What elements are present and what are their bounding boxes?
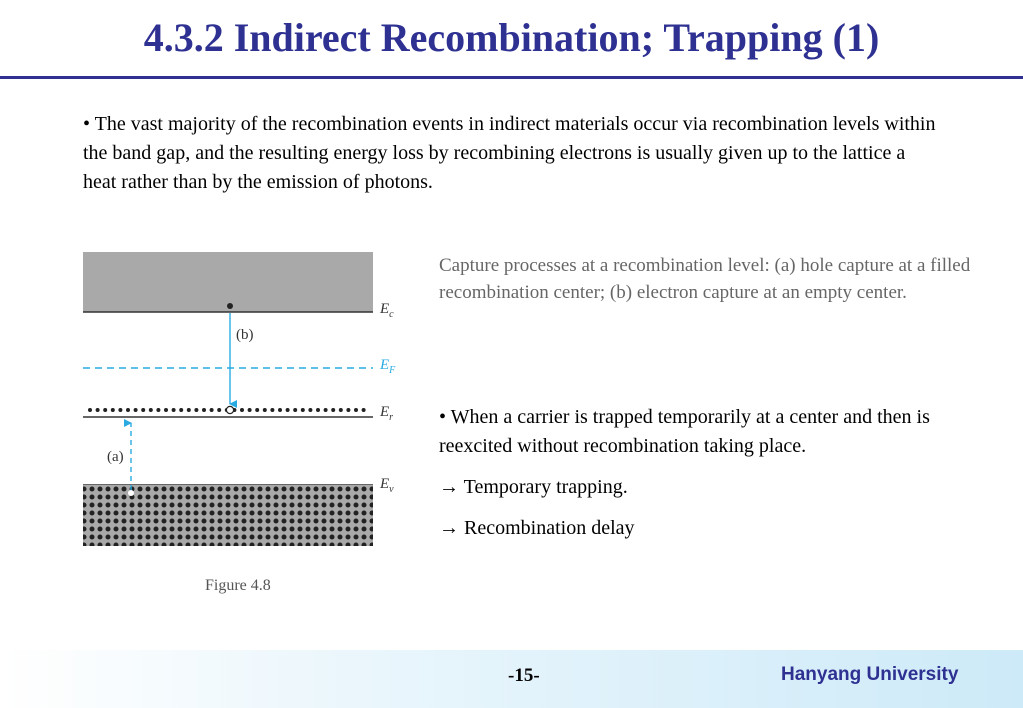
university-name: Hanyang University [781, 664, 959, 685]
slide-title: 4.3.2 Indirect Recombination; Trapping (1) [143, 15, 880, 60]
figure-caption: Capture processes at a recombination level: (a) hole capture at a filled recombination center; (b) electron capture at an empty center. [439, 255, 971, 303]
conduction-electron [227, 303, 233, 309]
label-ef: $E_F$ [380, 357, 396, 376]
label-b: (b) [236, 327, 254, 343]
page-number: -15- [508, 665, 540, 686]
title-underline [0, 76, 1023, 79]
empty-center [226, 406, 233, 413]
valence-band-electrons [83, 485, 373, 546]
recombination-delay-item: → Recombination delay [439, 517, 635, 539]
trapping-bullet-text: • When a carrier is trapped temporarily at a center and then is reexcited without recombination taking place. [439, 406, 930, 457]
valence-hole [128, 490, 134, 496]
main-bullet-text: • The vast majority of the recombination events in indirect materials occur via recombination levels within the band gap, and the resulting energy loss by recombining electrons is usually given up to the lattice a heat rather than by the emission of photons. [83, 113, 936, 193]
figure-label: Figure 4.8 [205, 577, 271, 594]
label-ec: $E_c$ [380, 301, 394, 320]
temporary-trapping-item: → Temporary trapping. [439, 476, 628, 498]
band-diagram [80, 245, 410, 550]
conduction-band [83, 252, 373, 312]
label-a: (a) [107, 449, 124, 465]
label-ev: $E_v$ [380, 476, 394, 495]
label-er: $E_r$ [380, 404, 394, 423]
